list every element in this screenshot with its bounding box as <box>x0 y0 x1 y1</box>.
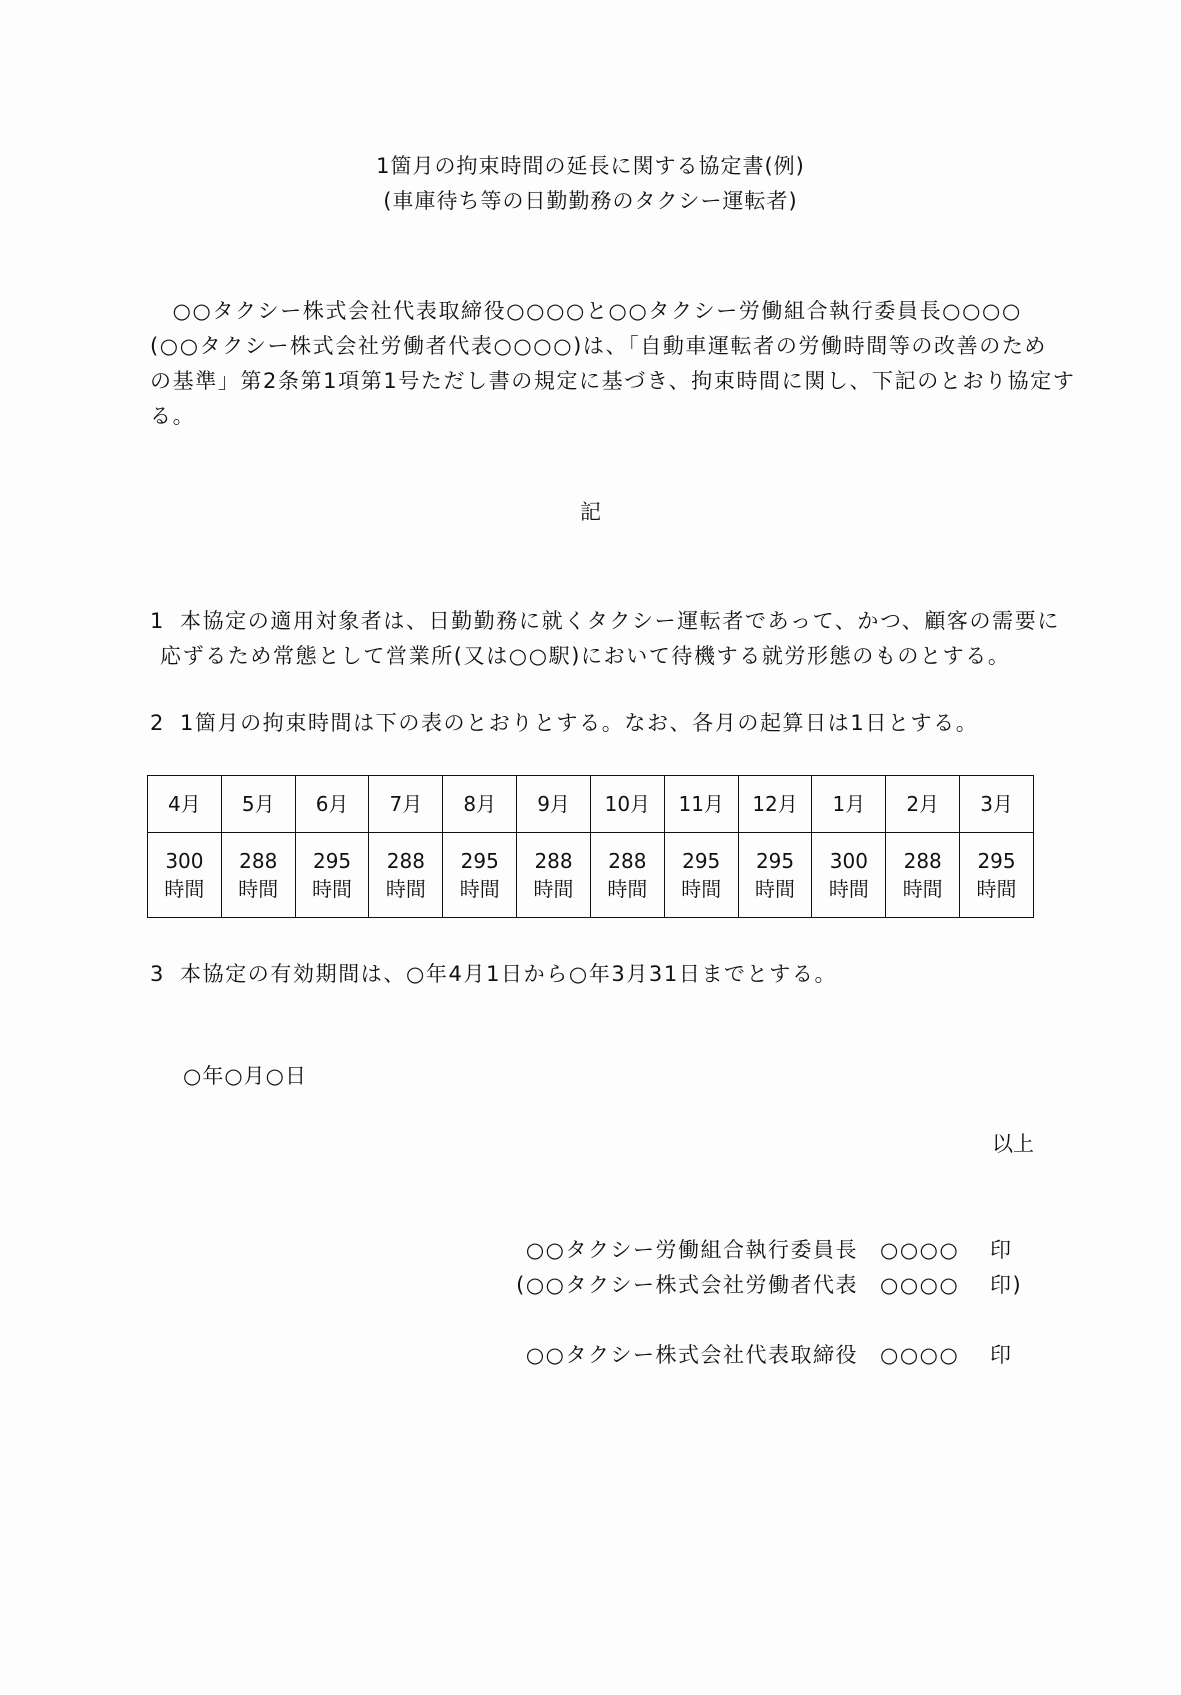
item-number: 3 <box>150 962 165 986</box>
seal-mark: 印) <box>990 1273 1023 1297</box>
hours-value: 300 <box>829 849 868 873</box>
item-text: 本協定の有効期間は、○年4月1日から○年3月31日までとする。 <box>180 962 838 986</box>
hours-unit: 時間 <box>312 877 353 901</box>
intro-line: る。 <box>150 404 196 428</box>
intro-line: (○○タクシー株式会社労働者代表○○○○)は、「自動車運転者の労働時間等の改善のため <box>150 334 1048 358</box>
signatory-worker-rep <box>0 1275 1181 1310</box>
hours-unit: 時間 <box>828 877 869 901</box>
hours-unit: 時間 <box>681 877 722 901</box>
title-line-2: (車庫待ち等の日勤勤務のタクシー運転者) <box>383 189 798 213</box>
hours-value: 295 <box>312 849 352 873</box>
month-cell: 9月 <box>517 776 591 833</box>
month-cell: 12月 <box>738 776 812 833</box>
hours-cell <box>664 833 738 918</box>
item-2 <box>150 706 978 741</box>
month-cell: 3月 <box>960 776 1034 833</box>
month-cell: 8月 <box>443 776 517 833</box>
signatory-org: ○○タクシー株式会社代表取締役 <box>525 1343 858 1367</box>
hours-value: 300 <box>165 849 204 873</box>
hours-value: 295 <box>755 849 795 873</box>
month-cell: 11月 <box>664 776 738 833</box>
hours-cell <box>590 833 664 918</box>
intro-line: ○○タクシー株式会社代表取締役○○○○と○○タクシー労働組合執行委員長○○○○ <box>150 299 1022 323</box>
item-text: 本協定の適用対象者は、日勤勤務に就くタクシー運転者であって、かつ、顧客の需要に <box>180 609 1060 633</box>
hours-cell <box>369 833 443 918</box>
signatory-company-ceo <box>0 1345 1181 1380</box>
signatory-name: ○○○○ <box>880 1343 960 1367</box>
seal-mark: 印 <box>990 1343 1013 1367</box>
hours-cell <box>812 833 886 918</box>
hours-unit: 時間 <box>976 877 1017 901</box>
item-number: 1 <box>150 609 165 633</box>
hours-value: 295 <box>682 849 721 873</box>
seal-mark: 印 <box>990 1238 1013 1262</box>
hours-unit: 時間 <box>607 877 648 901</box>
hours-cell <box>221 833 295 918</box>
hours-unit: 時間 <box>902 877 943 901</box>
document-title <box>0 154 1181 224</box>
hours-cell <box>738 833 812 918</box>
month-cell: 5月 <box>221 776 295 833</box>
hours-cell <box>148 833 222 918</box>
hours-unit: 時間 <box>755 877 796 901</box>
month-cell: 10月 <box>590 776 664 833</box>
closing-mark: 以上 <box>992 1132 1034 1156</box>
signatory-org: (○○タクシー株式会社労働者代表 <box>516 1273 858 1297</box>
title-line-1: 1箇月の拘束時間の延長に関する協定書(例) <box>376 154 805 178</box>
hours-cell <box>295 833 369 918</box>
item-text: 応ずるため常態として営業所(又は○○駅)において待機する就労形態のものとする。 <box>160 644 1011 668</box>
signatory-org: ○○タクシー労働組合執行委員長 <box>525 1238 858 1262</box>
hours-unit: 時間 <box>238 877 279 901</box>
item-text: 1箇月の拘束時間は下の表のとおりとする。なお、各月の起算日は1日とする。 <box>180 711 979 735</box>
hours-value: 288 <box>386 849 425 873</box>
hours-unit: 時間 <box>164 877 205 901</box>
signatory-union-chair <box>0 1240 1181 1275</box>
hours-value: 288 <box>608 849 647 873</box>
agreement-date: ○年○月○日 <box>183 1064 307 1088</box>
month-cell: 1月 <box>812 776 886 833</box>
month-cell: 2月 <box>886 776 960 833</box>
intro-line: の基準」第2条第1項第1号ただし書の規定に基づき、拘束時間に関し、下記のとおり協定す <box>150 369 1076 393</box>
signatory-name: ○○○○ <box>880 1273 960 1297</box>
item-3 <box>150 957 837 992</box>
hours-value: 288 <box>903 849 942 873</box>
ki-heading: 記 <box>580 500 601 524</box>
hours-unit: 時間 <box>459 877 500 901</box>
hours-cell <box>960 833 1034 918</box>
month-header-row <box>148 776 1034 833</box>
hours-value: 295 <box>460 849 499 873</box>
intro-paragraph <box>150 294 1076 434</box>
hours-cell <box>443 833 517 918</box>
hours-value: 288 <box>534 849 573 873</box>
item-number: 2 <box>150 711 165 735</box>
month-cell: 7月 <box>369 776 443 833</box>
item-1 <box>150 604 1060 674</box>
month-cell: 6月 <box>295 776 369 833</box>
hours-cell <box>517 833 591 918</box>
hours-unit: 時間 <box>385 877 426 901</box>
hours-row <box>148 833 1034 918</box>
hours-unit: 時間 <box>533 877 574 901</box>
hours-value: 295 <box>977 849 1016 873</box>
monthly-hours-table <box>147 775 1034 918</box>
month-cell: 4月 <box>148 776 222 833</box>
signatory-name: ○○○○ <box>880 1238 960 1262</box>
hours-value: 288 <box>239 849 278 873</box>
hours-cell <box>886 833 960 918</box>
